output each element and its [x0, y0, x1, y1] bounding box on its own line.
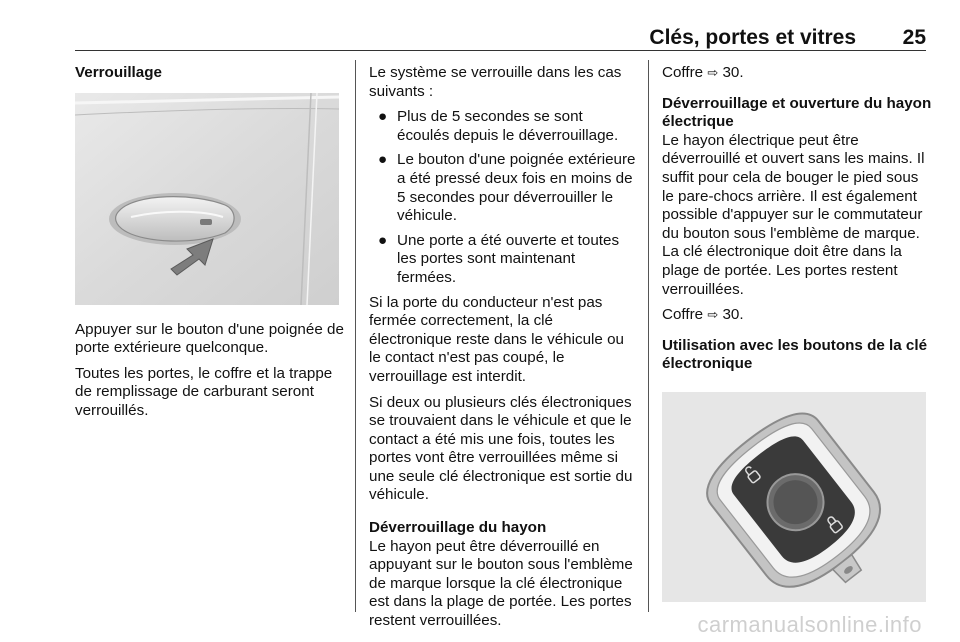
column-1 — [75, 64, 345, 428]
key-fob-illustration — [662, 392, 926, 602]
section-heading-verrouillage: Verrouillage — [75, 64, 162, 81]
paragraph: Le système se verrouille dans les cas suivants : — [369, 64, 622, 100]
cross-reference[interactable]: Coffre ⇨ 30. — [662, 64, 744, 81]
page-header — [75, 0, 926, 51]
page-number: 25 — [902, 26, 926, 49]
paragraph: Le hayon peut être déverrouillé en appuyant sur le bouton sous l'emblème de marque lorsque la clé électronique est dans la plage de portée. Les portes restent verrouillées. — [369, 537, 633, 630]
paragraph: Toutes les portes, le coffre et la trappe de remplissage de carburant seront verrouillés. — [75, 364, 333, 419]
watermark: carmanualsonline.info — [697, 612, 922, 637]
arrow-right-icon: ⇨ — [707, 65, 719, 80]
list-item: ● Plus de 5 secondes se sont écoulés depuis le déverrouillage. — [378, 108, 619, 144]
paragraph: Le hayon électrique peut être déverrouillé et ouvert sans les mains. Il suffit pour cela de bouger le pied sous le pare-chocs arrière. Il est également possible d'appuyer sur le commutateur du bouton sous l'emblème de marque. La clé électronique doit être dans la plage de portée. Les portes restent verrouillées. — [662, 131, 925, 298]
arrow-right-icon: ⇨ — [707, 307, 719, 323]
section-heading-boutons-cle: Utilisation avec les boutons de la clé électronique — [662, 336, 928, 373]
section-heading-hayon-electrique: Déverrouillage et ouverture du hayon électrique — [662, 94, 932, 131]
cross-reference[interactable]: Coffre ⇨ 30. — [662, 306, 744, 324]
column-2 — [369, 64, 637, 638]
column-3 — [662, 64, 932, 602]
paragraph: Si deux ou plusieurs clés électroniques se trouvaient dans le véhicule et que le contact a été mis une fois, toutes les portes vont être verrouillées même si une seule clé électronique est sortie du véhicule. — [369, 393, 633, 504]
list-item: ● Le bouton d'une poignée extérieure a été pressé deux fois en moins de 5 secondes pour déverrouiller le véhicule. — [378, 151, 636, 225]
bullet-icon: ● — [378, 108, 388, 126]
page-title: Clés, portes et vitres — [649, 26, 856, 49]
bullet-icon: ● — [378, 231, 388, 249]
bullet-icon: ● — [378, 151, 388, 169]
subheading-deverrouillage-hayon: Déverrouillage du hayon — [369, 519, 547, 537]
bullet-list — [369, 108, 637, 287]
paragraph: Appuyer sur le bouton d'une poignée de porte extérieure quelconque. — [75, 320, 344, 357]
door-handle-illustration — [75, 93, 339, 305]
column-divider-2 — [648, 60, 649, 612]
column-divider-1 — [355, 60, 356, 612]
paragraph: Si la porte du conducteur n'est pas fermée correctement, la clé électronique reste dans le véhicule ou le contact n'est pas coupé, le verrouillage est interdit. — [369, 293, 624, 385]
list-item: ● Une porte a été ouverte et toutes les portes sont maintenant fermées. — [378, 231, 620, 286]
